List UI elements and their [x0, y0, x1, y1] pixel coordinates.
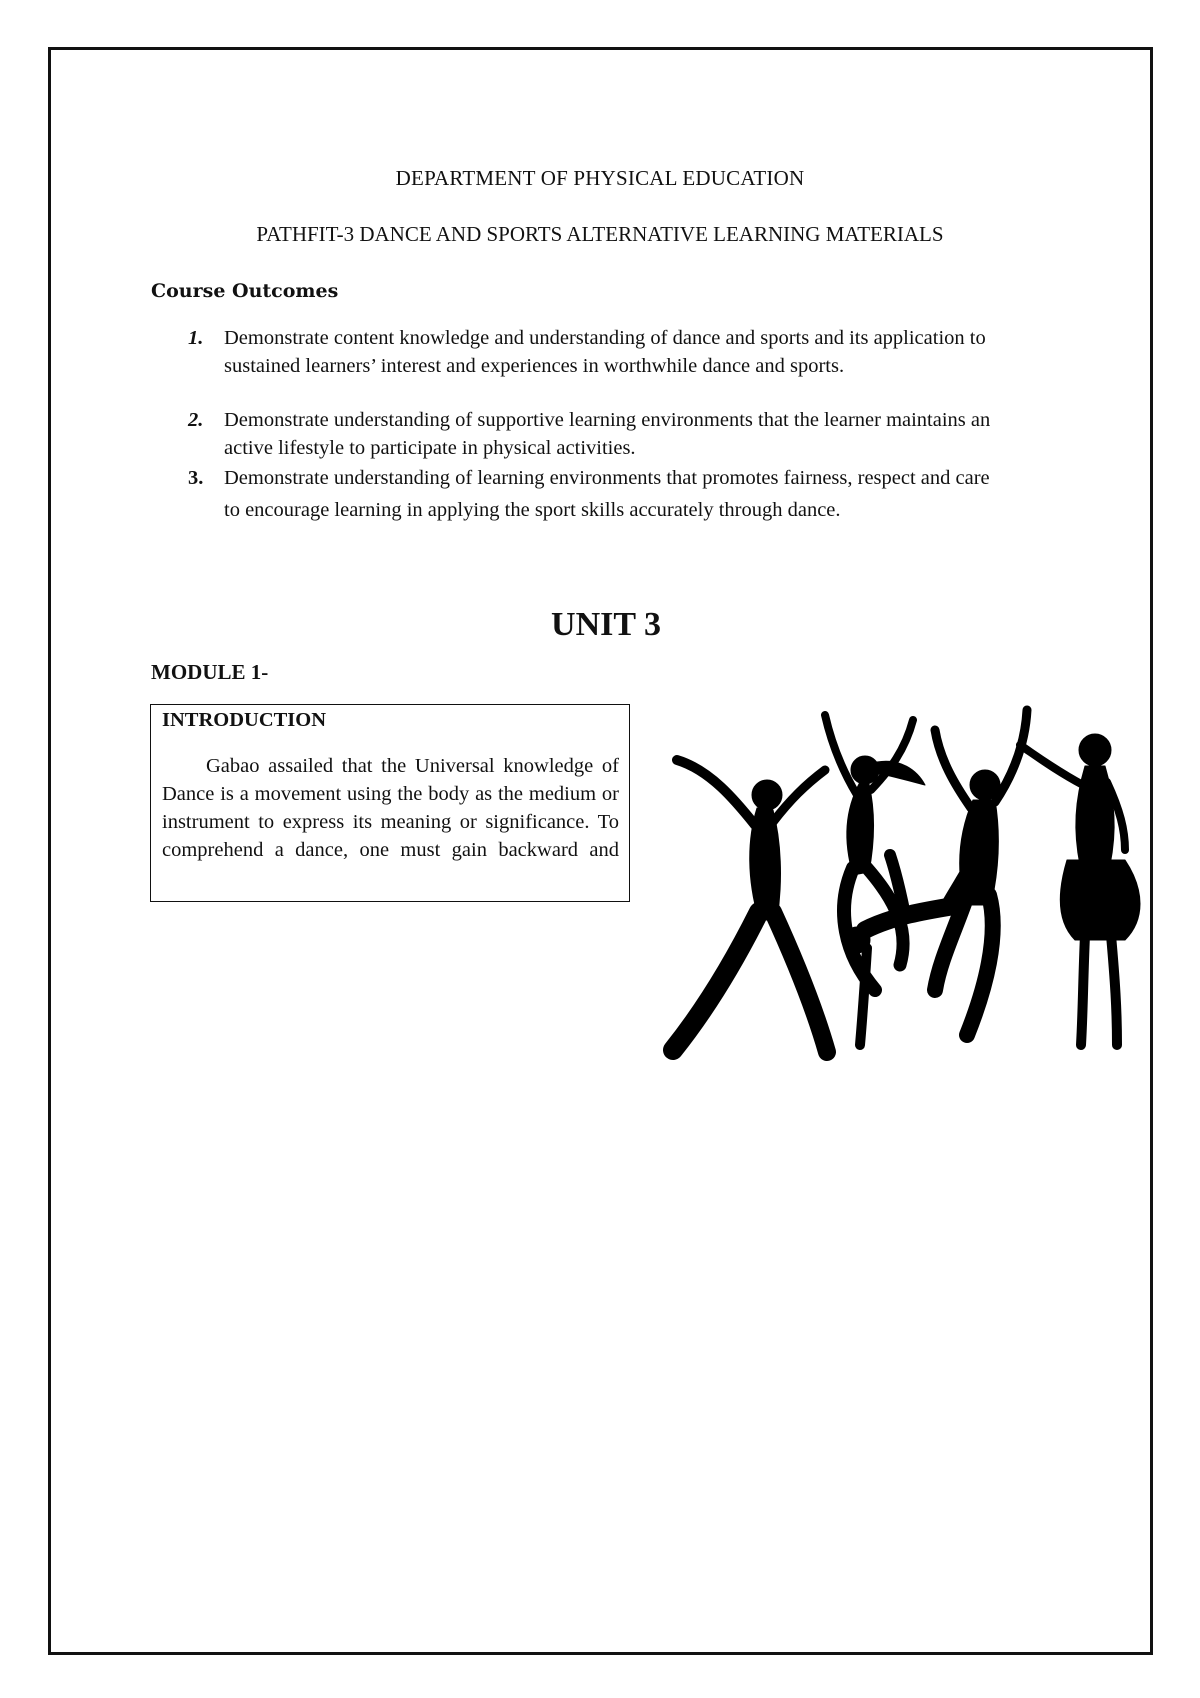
outcome-number: 3. [188, 467, 204, 489]
materials-subtitle: PATHFIT-3 DANCE AND SPORTS ALTERNATIVE LEARNING MATERIALS [256, 222, 944, 246]
course-outcomes-heading: Course Outcomes [151, 280, 339, 302]
outcome-text: Demonstrate content knowledge and understanding of dance and sports and its application to sustained learners’ interest and experiences in worthwhile dance and sports. [224, 327, 986, 377]
outcome-number: 2. [188, 409, 204, 431]
introduction-body: Gabao assailed that the Universal knowledge of Dance is a movement using the body as the medium or instrument to express its meaning or significance. To comprehend a dance, one must gain backward and [162, 755, 619, 861]
unit-title: UNIT 3 [551, 606, 661, 643]
outcome-text: Demonstrate understanding of learning environments that promotes fairness, respect and care to encourage learning in applying the sport skills accurately through dance. [224, 467, 990, 521]
department-title: DEPARTMENT OF PHYSICAL EDUCATION [395, 166, 805, 190]
module-title: MODULE 1- [151, 660, 269, 684]
outcome-text: Demonstrate understanding of supportive learning environments that the learner maintains an active lifestyle to participate in physical activities. [224, 409, 991, 459]
outcome-item-1 [188, 324, 1008, 380]
introduction-box [150, 704, 630, 902]
introduction-heading: INTRODUCTION [162, 709, 327, 731]
outcome-item-2 [188, 406, 1008, 462]
outcome-item-3 [188, 462, 1008, 526]
outcome-number: 1. [188, 327, 204, 349]
dancer-silhouettes-image [655, 690, 1150, 1070]
